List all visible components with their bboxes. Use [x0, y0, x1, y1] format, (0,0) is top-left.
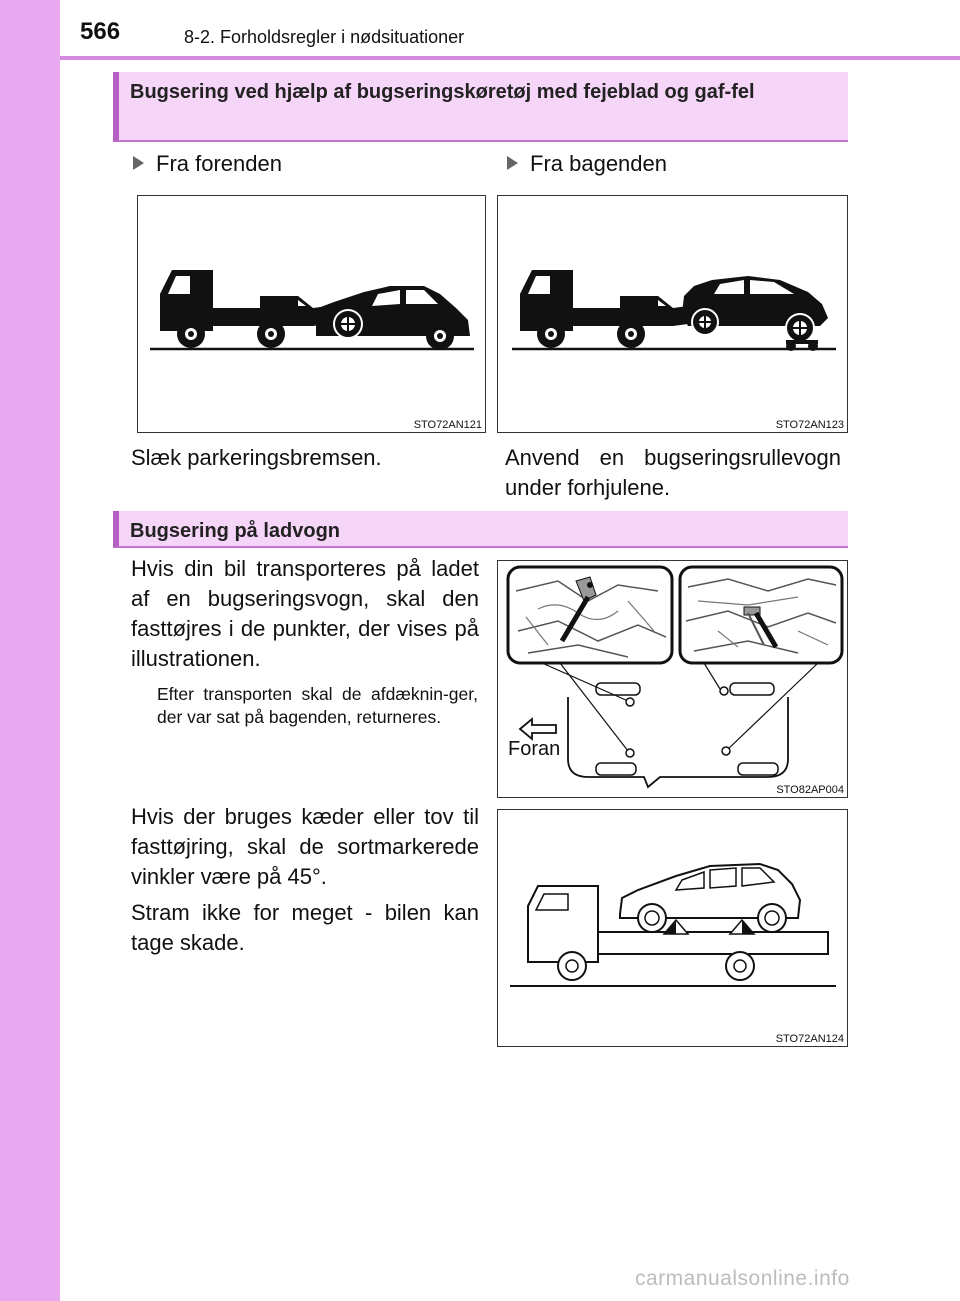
front-arrow-icon	[520, 719, 556, 739]
tow-truck-rear-illustration	[498, 196, 849, 434]
figure-code: STO72AN121	[413, 419, 482, 431]
triangle-bullet-icon	[507, 156, 518, 170]
paragraph-overtighten-warning: Stram ikke for meget - bilen kan tage skade.	[131, 900, 479, 955]
caption-from-front: Slæk parkeringsbremsen.	[131, 445, 382, 470]
paragraph-flatbed-tiedown: Hvis din bil transporteres på ladet af en bugseringsvogn, skal den fasttøjres i de punkter, der vises på illustrationen.	[131, 556, 479, 671]
label-from-rear	[507, 151, 667, 177]
flatbed-truck-illustration	[498, 810, 849, 1048]
header-divider	[60, 56, 960, 60]
figure-code: STO72AN124	[775, 1033, 844, 1045]
section-heading-flatbed: Bugsering på ladvogn	[113, 511, 848, 548]
paragraph-chain-angle: Hvis der bruges kæder eller tov til fasttøjring, skal de sortmarkerede vinkler være på 45°.	[131, 804, 479, 889]
chapter-title: 8-2. Forholdsregler i nødsituationer	[184, 27, 465, 47]
label-text: Fra bagenden	[530, 151, 667, 176]
triangle-bullet-icon	[133, 156, 144, 170]
figure-tow-from-front	[137, 195, 486, 433]
label-text: Fra forenden	[156, 151, 282, 176]
label-from-front	[133, 151, 282, 177]
figure-code: STO72AN123	[775, 419, 844, 431]
figure-tiedown-points	[497, 560, 848, 798]
caption-from-rear: Anvend en bugseringsrullevogn under forhjulene.	[505, 445, 841, 500]
tow-truck-front-illustration	[138, 196, 487, 434]
front-direction-label: Foran	[508, 738, 561, 760]
figure-code: STO82AP004	[776, 784, 844, 796]
watermark: carmanualsonline.info	[635, 1267, 850, 1290]
tiedown-points-illustration	[498, 561, 849, 799]
section-heading-tow-truck: Bugsering ved hjælp af bugseringskøretøj med fejeblad og gaf-fel	[113, 72, 848, 142]
figure-flatbed-truck	[497, 809, 848, 1047]
side-color-band	[0, 0, 60, 1301]
figure-tow-from-rear	[497, 195, 848, 433]
page-number: 566	[80, 18, 121, 45]
note-return-covers: Efter transporten skal de afdæknin-ger, der var sat på bagenden, returneres.	[157, 684, 478, 727]
